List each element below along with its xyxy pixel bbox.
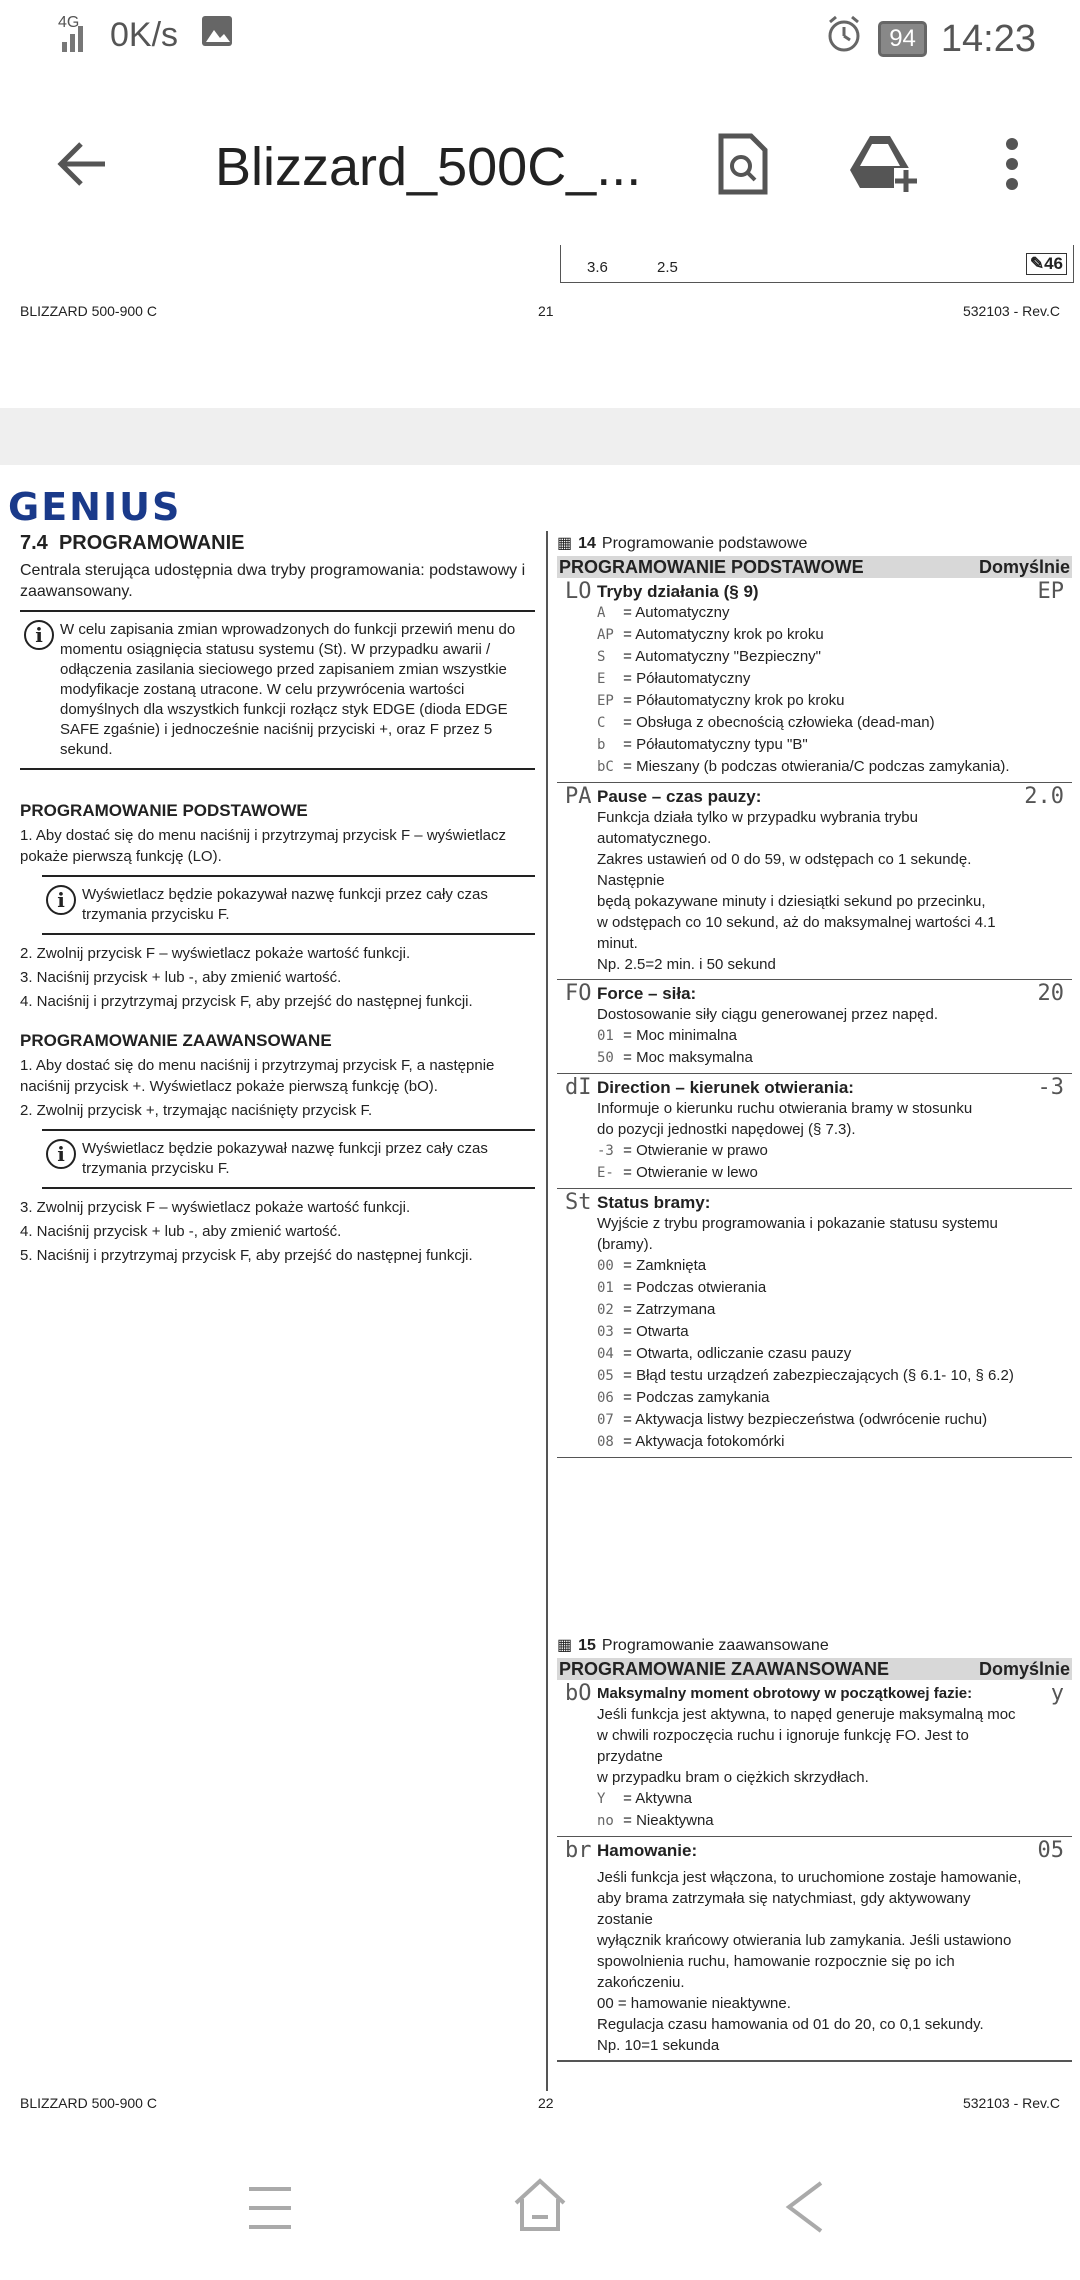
table-header: PROGRAMOWANIE ZAAWANSOWANE Domyślnie [559,1659,1070,1679]
footer-left: BLIZZARD 500-900 C [20,303,157,319]
section-heading: 7.4 PROGRAMOWANIE [20,532,245,554]
document-viewer[interactable] [0,245,1080,2155]
advanced-steps: 3. Zwolnij przycisk F – wyświetlacz pokaże wartość funkcji. 4. Naciśnij przycisk + lub -, aby zmienić wartość. 5. Naciśnij i przytrzymaj przycisk F, aby przejść do następnej funkcji. [20,1199,473,1264]
table-icon: ▦ [557,1637,573,1654]
footer-page-number: 22 [538,2095,554,2111]
table-header: PROGRAMOWANIE PODSTAWOWE Domyślnie [559,557,1070,577]
table-row: br Hamowanie: Jeśli funkcja jest włączona, to uruchomione zostaje hamowanie, aby brama zatrzymała się natychmiast, gdy aktywowany zostanie wyłącznik krańcowy otwierania lub zamykania. Jeśli ustawiono spowolnienia ruchu, hamowanie rozpocznie się po ich zakończeniu. 00 = hamowanie nieaktywne. Regulacja czasu hamowania od 01 do 20, co 0,1 sekundy. Np. 10=1 sekunda 05 [557,1837,1072,2062]
left-column [20,533,535,1269]
advanced-heading: PROGRAMOWANIE ZAAWANSOWANE [20,1031,332,1050]
table-row: LO Tryby działania (§ 9) A = Automatyczny AP = Automatyczny krok po kroku S = Automatyczny "Bezpieczny" E = Półautomatyczny EP = Półautomatyczny krok po kroku C = Obsługa z obecnością człowieka (dead-man) b = Półautomatyczny typu "B" bC = Mieszany (b podczas otwierania/C podczas zamykania). EP [557,578,1072,783]
figure-fragment [560,245,1074,283]
document-title: Blizzard_500C_... [215,137,642,197]
figure-label: 3.6 [587,259,608,276]
drive-add-icon[interactable] [850,134,920,199]
home-icon[interactable] [512,2177,568,2238]
app-bar [0,80,1080,245]
info-icon: i [24,620,54,650]
info-note: i Wyświetlacz będzie pokazywał nazwę funkcji przez cały czas trzymania przycisku F. [42,1129,535,1189]
intro-text: Centrala sterująca udostępnia dwa tryby programowania: podstawowy i zaawansowany. [20,562,526,600]
page-21 [0,245,1080,385]
info-note: i Wyświetlacz będzie pokazywał nazwę funkcji przez cały czas trzymania przycisku F. [42,875,535,935]
signal-icon: 4G [48,18,88,54]
network-speed: 0K/s [110,16,179,54]
footer-right: 532103 - Rev.C [962,2095,1060,2111]
clock: 14:23 [940,17,1036,60]
table-caption: ▦ 15 Programowanie zaawansowane [557,1637,829,1654]
table-14 [557,533,1072,1458]
table-row: dI Direction – kierunek otwierania: Informuje o kierunku ruchu otwierania bramy w stosunku do pozycji jednostki napędowej (§ 7.3). -3 = Otwieranie w prawo E- = Otwieranie w lewo -3 [557,1074,1072,1189]
basic-steps: 2. Zwolnij przycisk F – wyświetlacz pokaże wartość funkcji. 3. Naciśnij przycisk + lub -, aby zmienić wartość. 4. Naciśnij i przytrzymaj przycisk F, aby przejść do następnej funkcji. [20,945,473,1010]
navigation-bar [0,2155,1080,2280]
page-badge: ✎46 [1026,253,1067,275]
advanced-steps: 1. Aby dostać się do menu naciśnij i przytrzymaj przycisk F, a następnie naciśnij przycisk +. Wyświetlacz pokaże pierwszą funkcję (bO). 2. Zwolnij przycisk +, trzymając naciśnięty przycisk F. [20,1057,495,1119]
back-nav-icon[interactable] [785,2181,825,2238]
info-note: i W celu zapisania zmian wprowadzonych do funkcji przewiń menu do momentu osiągnięcia statusu systemu (St). W przypadku awarii / odłączenia zasilania sieciowego przed zapisaniem zmian wszystkie modyfikacje zostaną utracone. W celu przywrócenia wartości domyślnych dla wszystkich funkcji rozłącz styk EDGE (dioda EDGE SAFE zgaśnie) i jednocześnie naciśnij przyciski +, oraz F przez 5 sekund. [20,610,535,770]
alarm-icon [824,14,864,64]
table-icon: ▦ [557,535,573,552]
search-document-icon[interactable] [715,132,771,201]
image-notification-icon [200,14,234,57]
status-bar [0,0,1080,80]
more-options-icon[interactable] [1000,136,1024,197]
table-row: FO Force – siła: Dostosowanie siły ciągu generowanej przez napęd. 01 = Moc minimalna 50 = Moc maksymalna 20 [557,980,1072,1074]
column-divider [546,531,548,2091]
table-15 [557,1635,1072,2062]
footer-right: 532103 - Rev.C [962,303,1060,319]
footer-left: BLIZZARD 500-900 C [20,2095,157,2111]
page-22 [0,465,1080,2155]
table-row: St Status bramy: Wyjście z trybu programowania i pokazanie statusu systemu (bramy). 00 = Zamknięta 01 = Podczas otwierania 02 = Zatrzymana 03 = Otwarta 04 = Otwarta, odliczanie czasu pauzy 05 = Błąd testu urządzeń zabezpieczających (§ 6.1- 10, § 6.2) 06 = Podczas zamykania 07 = Aktywacja listwy bezpieczeństwa (odwrócenie ruchu) 08 = Aktywacja fotokomórki [557,1189,1072,1458]
info-icon: i [46,885,76,915]
info-icon: i [46,1139,76,1169]
table-row: bO Maksymalny moment obrotowy w początkowej fazie: Jeśli funkcja jest aktywna, to napęd generuje maksymalną moc w chwili rozpoczęcia ruchu i ignoruje funkcję FO. Jest to przydatne w przypadku bram o ciężkich skrzydłach. Y = Aktywna no = Nieaktywna y [557,1680,1072,1837]
basic-steps: 1. Aby dostać się do menu naciśnij i przytrzymaj przycisk F – wyświetlacz pokaże pierwszą funkcję (LO). [20,827,506,865]
page-gap [0,408,1080,465]
footer-page-number: 21 [538,303,554,319]
genius-logo: GENIUS [8,485,182,529]
battery-icon: 94 [878,21,927,57]
figure-label: 2.5 [657,259,678,276]
table-row: PA Pause – czas pauzy: Funkcja działa tylko w przypadku wybrania trybu automatycznego. Zakres ustawień od 0 do 59, w odstępach co 1 sekundę. Następnie będą pokazywane minuty i dziesiątki sekund po przecinku, w odstępach co 10 sekund, aż do maksymalnej wartości 4.1 minut. Np. 2.5=2 min. i 50 sekund 2.0 [557,783,1072,980]
table-caption: ▦ 14 Programowanie podstawowe [557,535,808,552]
back-arrow-icon[interactable] [55,136,111,197]
menu-icon[interactable] [245,2183,295,2238]
basic-heading: PROGRAMOWANIE PODSTAWOWE [20,801,308,820]
